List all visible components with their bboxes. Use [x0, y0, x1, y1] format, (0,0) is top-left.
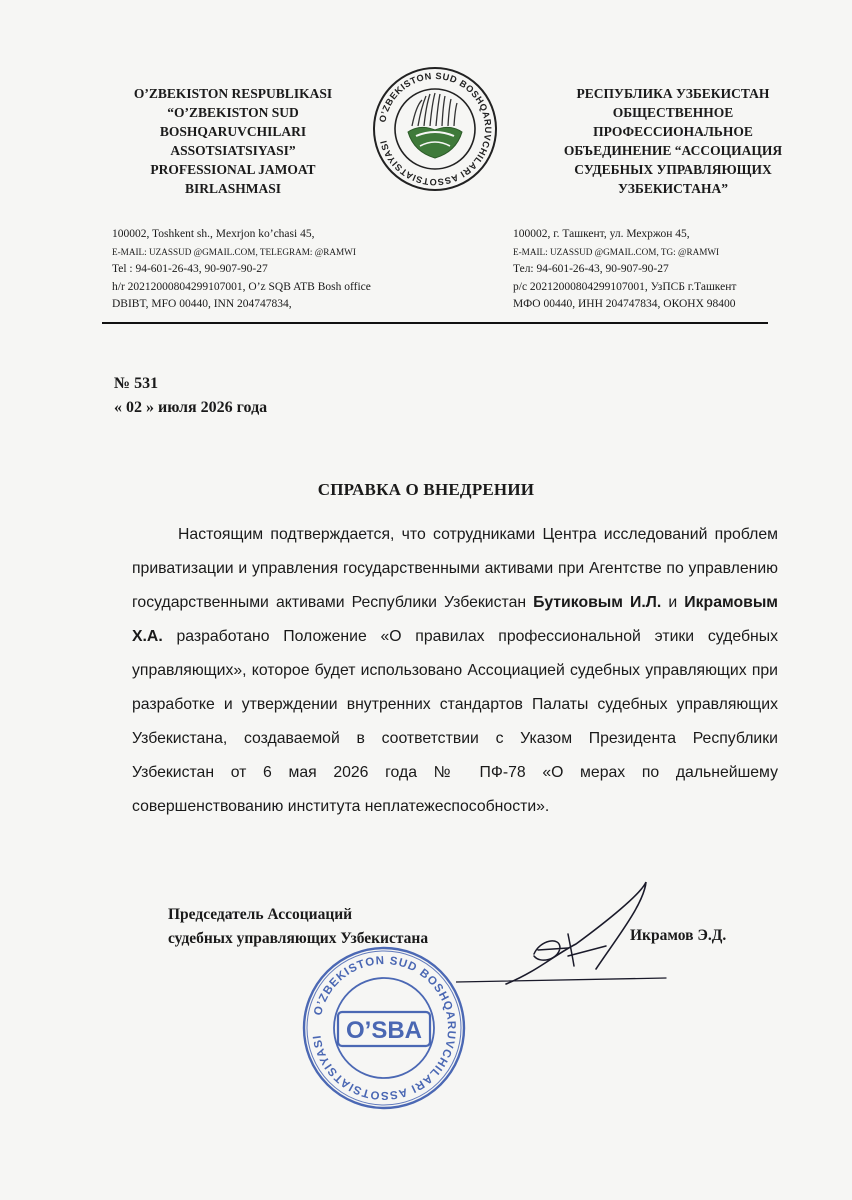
author-name: Икрамовым Х.А. — [132, 594, 778, 645]
address-line: DBIBT, MFO 00440, INN 204747834, — [112, 298, 292, 310]
stamp-ring-text: O’ZBEKISTON SUD BOSHQARUVCHILARI ASSOTSIATSIYASI — [311, 954, 458, 1102]
body-text-part: разработано Положение «О правилах профессиональной этики судебных управляющих», которое будет использовано Ассоциацией судебных управляющих при разработке и утверждении внутренних стандартов Палаты судебных управляющих Узбекистана, создаваемой в соответствии с Указом Президента Республики Узбекистан от 6 мая 2026 года № ПФ-78 «О мерах по дальнейшему совершенствованию института неплатежеспособности». — [132, 628, 778, 815]
stamp-center-text: O’SBA — [345, 1017, 423, 1044]
address-line: МФО 00440, ИНН 204747834, ОКОНХ 98400 — [513, 298, 736, 310]
address-line: h/r 20212000804299107001, O’z SQB ATB Bosh office — [112, 280, 371, 293]
position-line: Председатель Ассоциаций — [168, 906, 353, 923]
org-name-russian — [548, 84, 798, 198]
org-line: “O’ZBEKISTON SUD — [167, 105, 299, 120]
association-logo — [372, 66, 498, 192]
position-line: судебных управляющих Узбекистана — [168, 930, 429, 947]
org-line: BIRLASHMASI — [184, 181, 282, 196]
document-date: « 02 » июля 2026 года — [114, 399, 268, 416]
org-line: O’ZBEKISTON RESPUBLIKASI — [133, 86, 333, 101]
leaf-emblem-icon — [412, 93, 457, 126]
address-line: E-MAIL: UZASSUD @GMAIL.COM, TG: @RAMWI — [513, 246, 720, 257]
author-name: Бутиковым И.Л. — [533, 594, 662, 611]
org-line: УЗБЕКИСТАНА” — [618, 181, 728, 196]
org-line: РЕСПУБЛИКА УЗБЕКИСТАН — [576, 86, 770, 101]
org-line: BOSHQARUVCHILARI — [159, 124, 307, 139]
logo-ring-text: O’ZBEKISTON SUD BOSHQARUVCHILARI ASSOTSIATSIYASI — [377, 70, 494, 188]
org-line: ОБЩЕСТВЕННОЕ — [612, 105, 734, 120]
body-text-part: Настоящим подтверждается, что сотрудниками Центра исследований проблем приватизации и управления государственными активами при Агентстве по управлению государственными активами Республики Узбекистан — [132, 526, 778, 611]
address-line: Тел: 94-601-26-43, 90-907-90-27 — [513, 263, 669, 275]
org-line: PROFESSIONAL JAMOAT — [150, 162, 316, 177]
org-line: ASSOTSIATSIYASI” — [170, 143, 296, 158]
org-name-uzbek — [108, 84, 358, 198]
body-text-part: и — [661, 594, 685, 611]
address-line: 100002, г. Ташкент, ул. Мехржон 45, — [513, 228, 690, 240]
address-line: E-MAIL: UZASSUD @GMAIL.COM, TELEGRAM: @RAMWI — [112, 246, 356, 257]
address-russian — [513, 226, 736, 314]
header-divider — [102, 322, 768, 324]
document-body — [132, 518, 778, 824]
org-line: ПРОФЕССИОНАЛЬНОЕ — [593, 124, 753, 139]
document-meta — [114, 372, 267, 420]
handwritten-signature — [456, 874, 676, 994]
signatory-name: Икрамов Э.Д. — [630, 927, 727, 944]
document-number: № 531 — [114, 375, 159, 392]
address-line: 100002, Toshkent sh., Mexrjon ko’chasi 45, — [112, 228, 315, 240]
org-line: ОБЪЕДИНЕНИЕ “АССОЦИАЦИЯ — [563, 143, 783, 158]
official-stamp — [300, 944, 468, 1112]
address-line: р/с 20212000804299107001, УзПСБ г.Ташкент — [513, 280, 737, 293]
address-uzbek — [112, 226, 371, 314]
address-line: Tel : 94-601-26-43, 90-907-90-27 — [112, 263, 268, 275]
org-line: СУДЕБНЫХ УПРАВЛЯЮЩИХ — [574, 162, 772, 177]
document-title: СПРАВКА О ВНЕДРЕНИИ — [317, 480, 535, 499]
